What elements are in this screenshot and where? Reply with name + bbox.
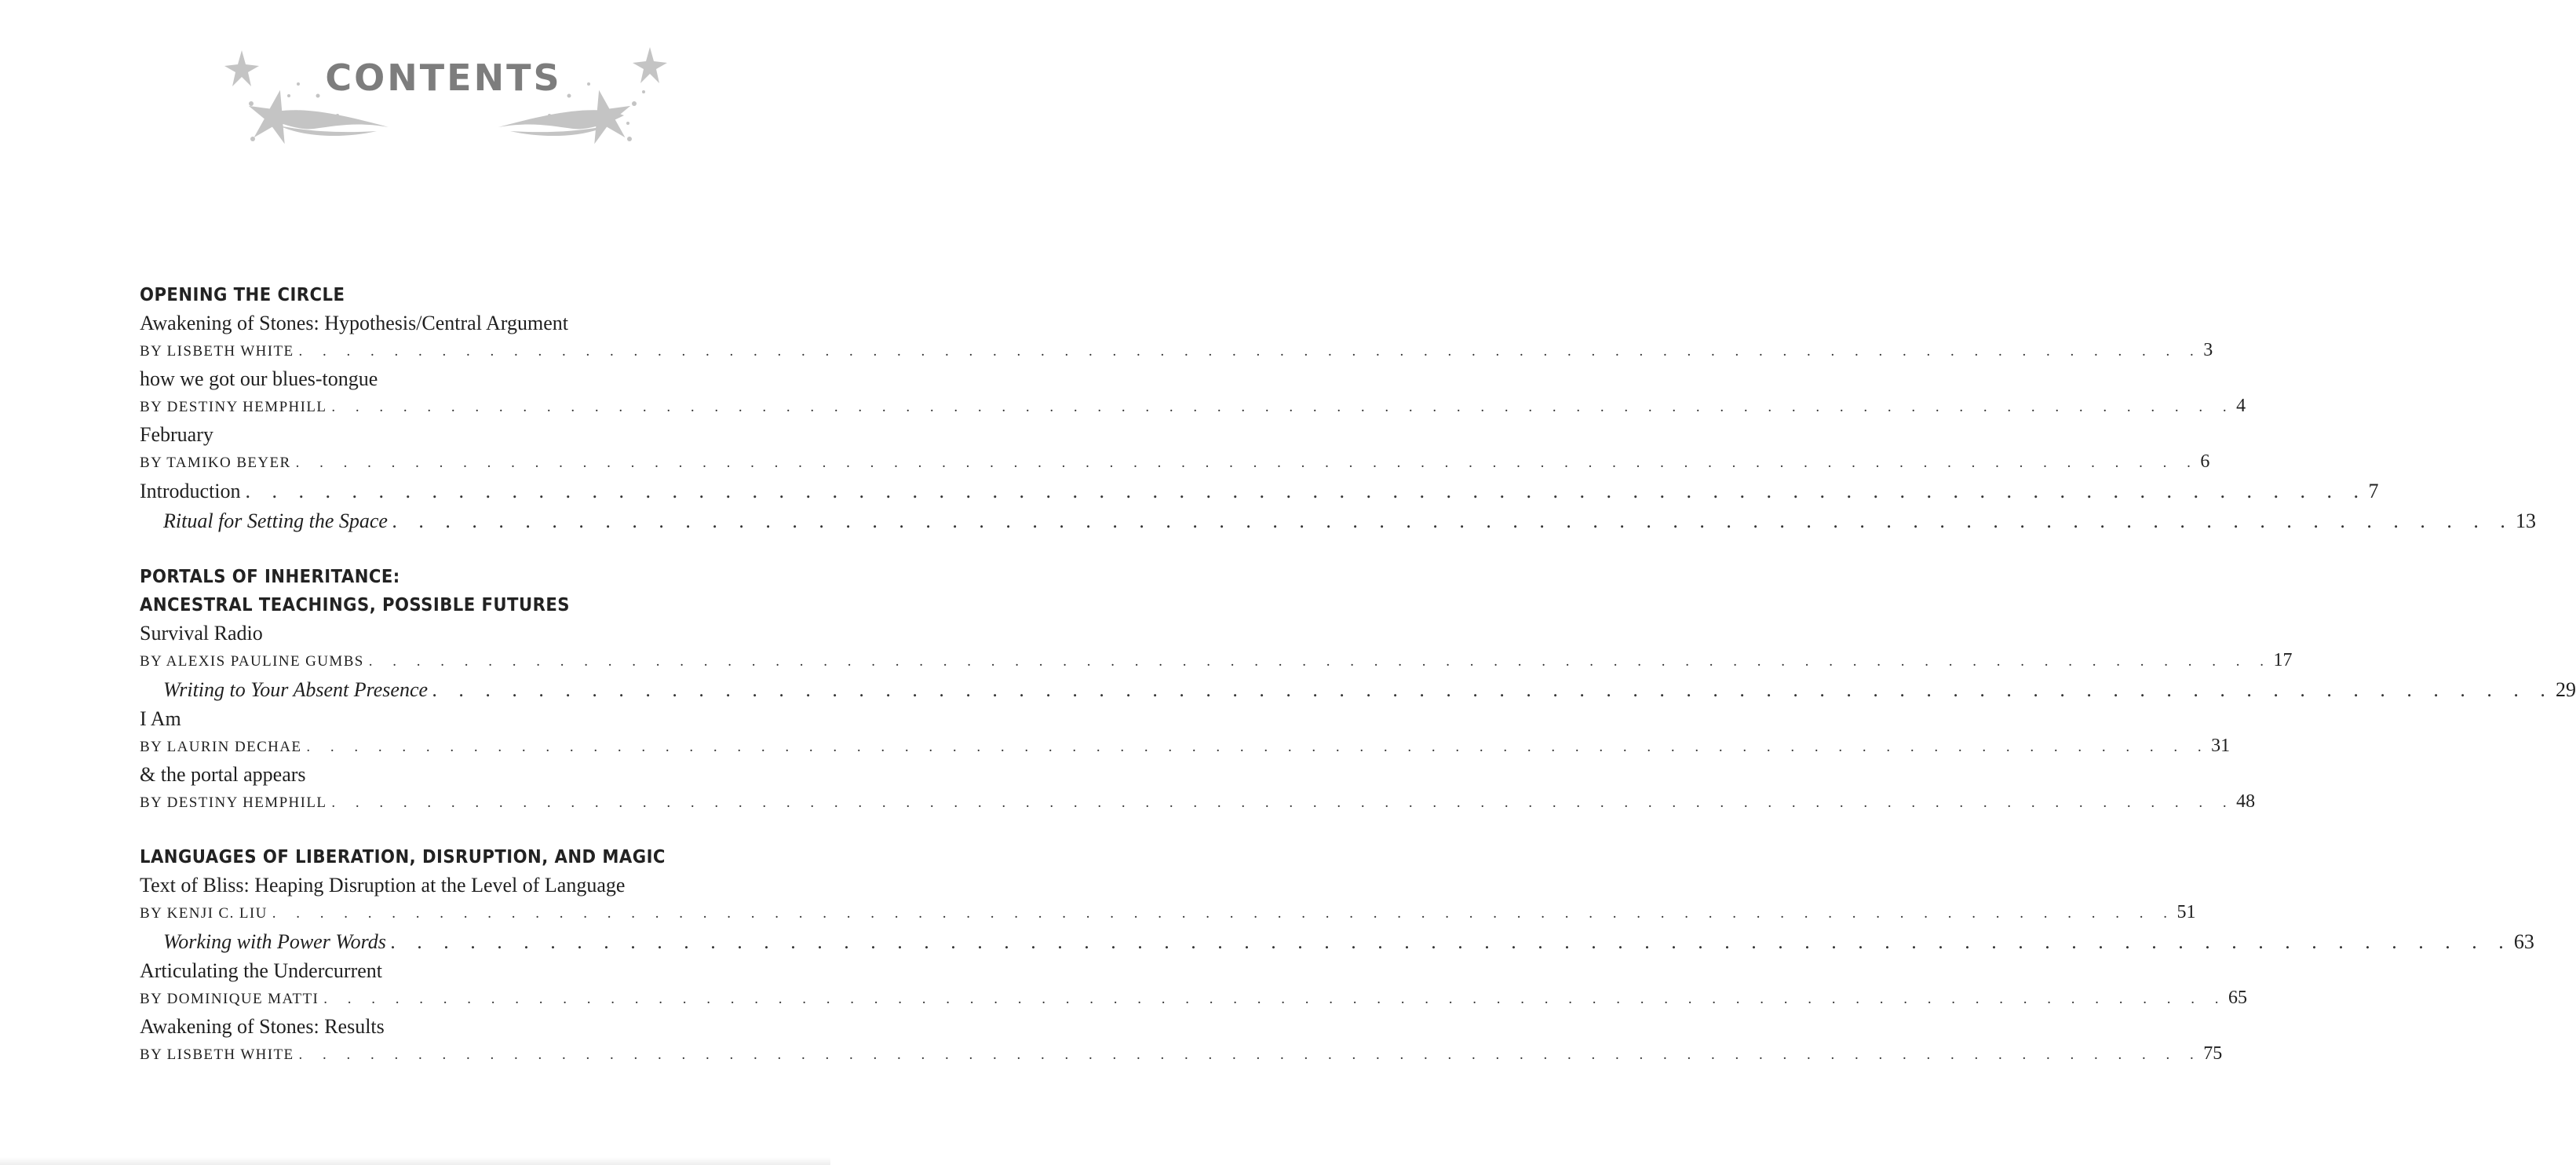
entry-title: February <box>140 423 213 446</box>
toc-section <box>140 563 2576 816</box>
page-number: 75 <box>2203 1043 2223 1064</box>
exercise-entry[interactable] <box>140 675 2576 705</box>
section-heading: LANGUAGES OF LIBERATION, DISRUPTION, AND MAGIC <box>140 847 666 867</box>
entry-text: Working with Power Words <box>163 930 386 953</box>
page-number: 29 <box>2556 678 2576 701</box>
entry-title: I Am <box>140 707 181 730</box>
byline-text: BY DESTINY HEMPHILL <box>140 794 327 811</box>
byline-text: BY LISBETH WHITE <box>140 343 294 360</box>
page-number: 48 <box>2236 791 2256 812</box>
dot-leader: . . . . . . . . . . . . . . . . . . . . . . . . . . . . . . . . . . . . . . . . . . . . . . . . . . . . . . . . . . . . . . . . . . . . . . . . . . . . . . . . <box>295 455 2199 471</box>
byline-text: BY LAURIN DECHAE <box>140 739 302 755</box>
author-line[interactable] <box>140 393 2246 421</box>
entry-title: & the portal appears <box>140 763 306 786</box>
dot-leader: . . . . . . . . . . . . . . . . . . . . . . . . . . . . . . . . . . . . . . . . . . . . . . . . . . . . . . . . . . . . . . . . . . . . . . . . . . . . . . . . <box>368 653 2272 670</box>
byline-text: BY ALEXIS PAULINE GUMBS <box>140 653 364 670</box>
entry-text: Introduction <box>140 480 241 502</box>
author-line[interactable] <box>140 337 2213 365</box>
dot-leader: . . . . . . . . . . . . . . . . . . . . . . . . . . . . . . . . . . . . . . . . . . . . . . . . . . . . . . . . . . . . . . . . . . . . . . . . . . . . . . . . <box>298 343 2202 360</box>
table-of-contents <box>140 281 2576 1095</box>
page-number: 3 <box>2203 340 2213 360</box>
page-number: 17 <box>2273 650 2293 670</box>
dot-leader: . . . . . . . . . . . . . . . . . . . . . . . . . . . . . . . . . . . . . . . . . . . . . . . . . . . . . . . . . . . . . . . . . . . . . . . . . . . . . . . . <box>392 509 2514 532</box>
byline-text: BY TAMIKO BEYER <box>140 455 291 471</box>
page-number: 31 <box>2211 736 2231 756</box>
author-line[interactable] <box>140 984 2247 1013</box>
author-line[interactable] <box>140 899 2196 927</box>
toc-section <box>140 843 2534 1068</box>
page-number: 6 <box>2200 451 2210 472</box>
page-edge <box>0 1157 830 1165</box>
page-number: 51 <box>2176 902 2196 922</box>
dot-leader: . . . . . . . . . . . . . . . . . . . . . . . . . . . . . . . . . . . . . . . . . . . . . . . . . . . . . . . . . . . . . . . . . . . . . . . . . . . . . . . . <box>331 399 2235 415</box>
dot-leader: . . . . . . . . . . . . . . . . . . . . . . . . . . . . . . . . . . . . . . . . . . . . . . . . . . . . . . . . . . . . . . . . . . . . . . . . . . . . . . . . <box>298 1046 2202 1063</box>
byline-text: BY DESTINY HEMPHILL <box>140 399 327 415</box>
dot-leader: . . . . . . . . . . . . . . . . . . . . . . . . . . . . . . . . . . . . . . . . . . . . . . . . . . . . . . . . . . . . . . . . . . . . . . . . . . . . . . . . <box>432 678 2555 701</box>
section-heading: PORTALS OF INHERITANCE: <box>140 567 400 587</box>
page-number: 4 <box>2236 396 2246 416</box>
entry-title: Text of Bliss: Heaping Disruption at the Level of Language <box>140 874 626 897</box>
entry-title: how we got our blues-tongue <box>140 367 378 390</box>
toc-section <box>140 281 2536 536</box>
page-number: 65 <box>2228 988 2247 1008</box>
toc-entry[interactable] <box>140 477 2379 506</box>
dot-leader: . . . . . . . . . . . . . . . . . . . . . . . . . . . . . . . . . . . . . . . . . . . . . . . . . . . . . . . . . . . . . . . . . . . . . . . . . . . . . . . . <box>245 480 2367 502</box>
dot-leader: . . . . . . . . . . . . . . . . . . . . . . . . . . . . . . . . . . . . . . . . . . . . . . . . . . . . . . . . . . . . . . . . . . . . . . . . . . . . . . . . <box>331 794 2235 811</box>
page-number: 63 <box>2513 930 2534 953</box>
author-line[interactable] <box>140 1040 2223 1068</box>
dot-leader: . . . . . . . . . . . . . . . . . . . . . . . . . . . . . . . . . . . . . . . . . . . . . . . . . . . . . . . . . . . . . . . . . . . . . . . . . . . . . . . . <box>306 739 2210 755</box>
author-line[interactable] <box>140 732 2231 761</box>
dot-leader: . . . . . . . . . . . . . . . . . . . . . . . . . . . . . . . . . . . . . . . . . . . . . . . . . . . . . . . . . . . . . . . . . . . . . . . . . . . . . . . . <box>390 930 2512 953</box>
contents-header <box>220 41 667 159</box>
section-heading: ANCESTRAL TEACHINGS, POSSIBLE FUTURES <box>140 595 570 615</box>
page-number: 13 <box>2515 509 2536 532</box>
entry-title: Articulating the Undercurrent <box>140 959 382 982</box>
entry-title: Awakening of Stones: Hypothesis/Central Argument <box>140 312 568 334</box>
dot-leader: . . . . . . . . . . . . . . . . . . . . . . . . . . . . . . . . . . . . . . . . . . . . . . . . . . . . . . . . . . . . . . . . . . . . . . . . . . . . . . . . <box>323 991 2227 1007</box>
entry-text: Writing to Your Absent Presence <box>163 678 429 701</box>
exercise-entry[interactable] <box>140 506 2536 536</box>
section-heading: OPENING THE CIRCLE <box>140 285 345 305</box>
dot-leader: . . . . . . . . . . . . . . . . . . . . . . . . . . . . . . . . . . . . . . . . . . . . . . . . . . . . . . . . . . . . . . . . . . . . . . . . . . . . . . . . <box>272 905 2176 922</box>
byline-text: BY DOMINIQUE MATTI <box>140 991 319 1007</box>
entry-text: Ritual for Setting the Space <box>163 509 388 532</box>
page-number: 7 <box>2368 480 2379 502</box>
byline-text: BY LISBETH WHITE <box>140 1046 294 1063</box>
entry-title: Survival Radio <box>140 622 263 645</box>
author-line[interactable] <box>140 448 2210 477</box>
exercise-entry[interactable] <box>140 927 2534 957</box>
author-line[interactable] <box>140 647 2293 675</box>
author-line[interactable] <box>140 788 2256 816</box>
entry-title: Awakening of Stones: Results <box>140 1015 385 1038</box>
byline-text: BY KENJI C. LIU <box>140 905 268 922</box>
page-title: CONTENTS <box>325 57 562 99</box>
